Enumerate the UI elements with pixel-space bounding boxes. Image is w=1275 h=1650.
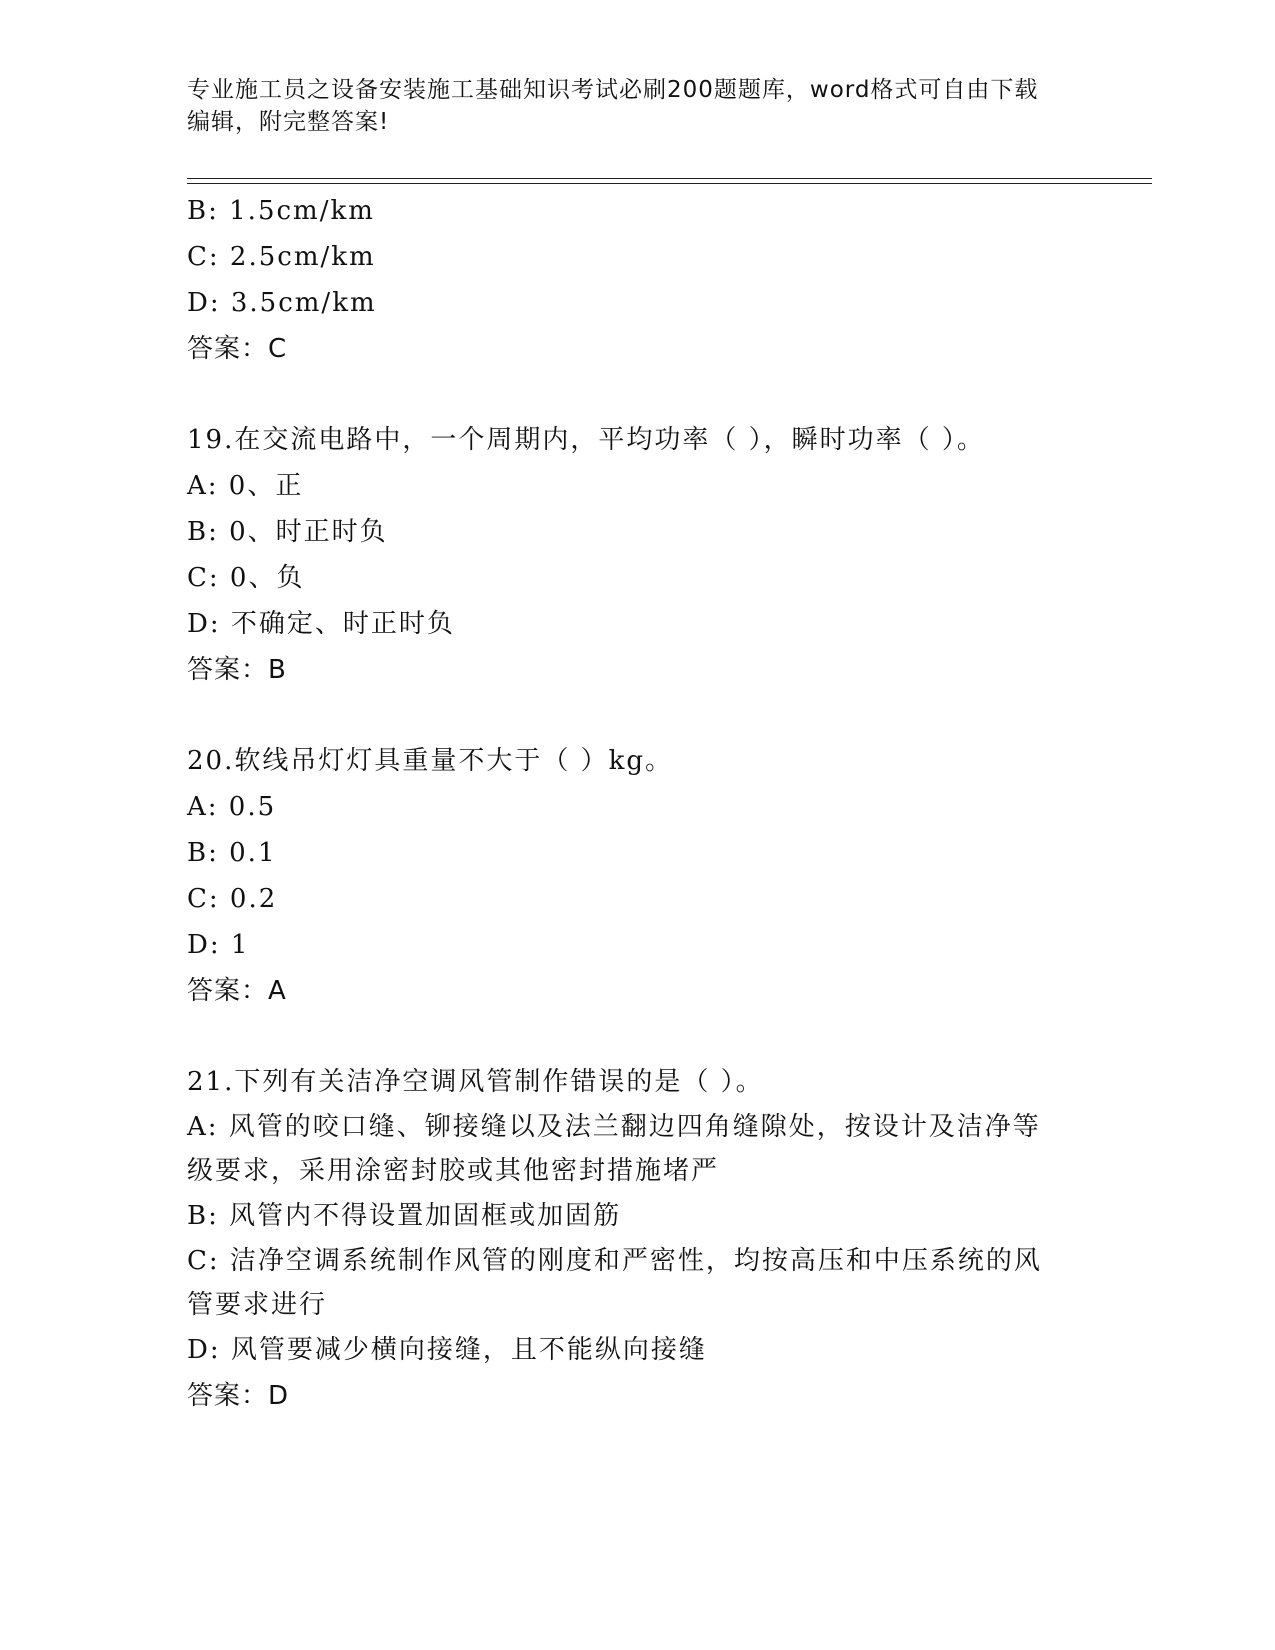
q21-question: 21.下列有关洁净空调风管制作错误的是（ ）。 [187,1067,764,1097]
document-header [187,74,1087,138]
q20-option-a: A: 0.5 [187,792,277,822]
spacer [187,693,1087,738]
question-20-block [187,738,1087,1014]
q19-option-c: C: 0、负 [187,563,305,593]
q20-answer: 答案：A [187,976,287,1006]
q21-answer: 答案：D [187,1381,290,1411]
q21-option-a-line-2: 级要求，采用涂密封胶或其他密封措施堵严 [187,1156,720,1186]
header-line-1: 专业施工员之设备安装施工基础知识考试必刷200题题库，word格式可自由下载 [187,77,1039,103]
header-divider [187,178,1152,184]
q18-option-c: C: 2.5cm/km [187,242,376,272]
q20-option-d: D: 1 [187,930,250,960]
q20-option-b: B: 0.1 [187,838,277,868]
question-21-block [187,1059,1087,1419]
q20-question: 20.软线吊灯灯具重量不大于（ ）kg。 [187,746,674,776]
q19-question: 19.在交流电路中，一个周期内，平均功率（ ），瞬时功率（ ）。 [187,425,985,455]
spacer [187,1014,1087,1059]
header-line-2: 编辑，附完整答案! [187,109,390,135]
q18-option-b: B: 1.5cm/km [187,196,375,226]
q21-option-d: D: 风管要减少横向接缝，且不能纵向接缝 [187,1335,707,1365]
q19-option-a: A: 0、正 [187,471,304,501]
q21-option-a-line-1: A: 风管的咬口缝、铆接缝以及法兰翻边四角缝隙处，按设计及洁净等 [187,1112,1041,1142]
question-18-block [187,188,1087,372]
q21-option-c-line-2: 管要求进行 [187,1290,328,1320]
question-19-block [187,417,1087,693]
q21-option-b: B: 风管内不得设置加固框或加固筋 [187,1201,622,1231]
q18-answer: 答案：C [187,334,288,364]
q19-answer: 答案：B [187,655,287,685]
q21-option-c-line-1: C: 洁净空调系统制作风管的刚度和严密性，均按高压和中压系统的风 [187,1246,1042,1276]
spacer [187,372,1087,417]
q19-option-b: B: 0、时正时负 [187,517,388,547]
q20-option-c: C: 0.2 [187,884,278,914]
question-list [187,188,1087,1419]
q19-option-d: D: 不确定、时正时负 [187,609,455,639]
q18-option-d: D: 3.5cm/km [187,288,377,318]
